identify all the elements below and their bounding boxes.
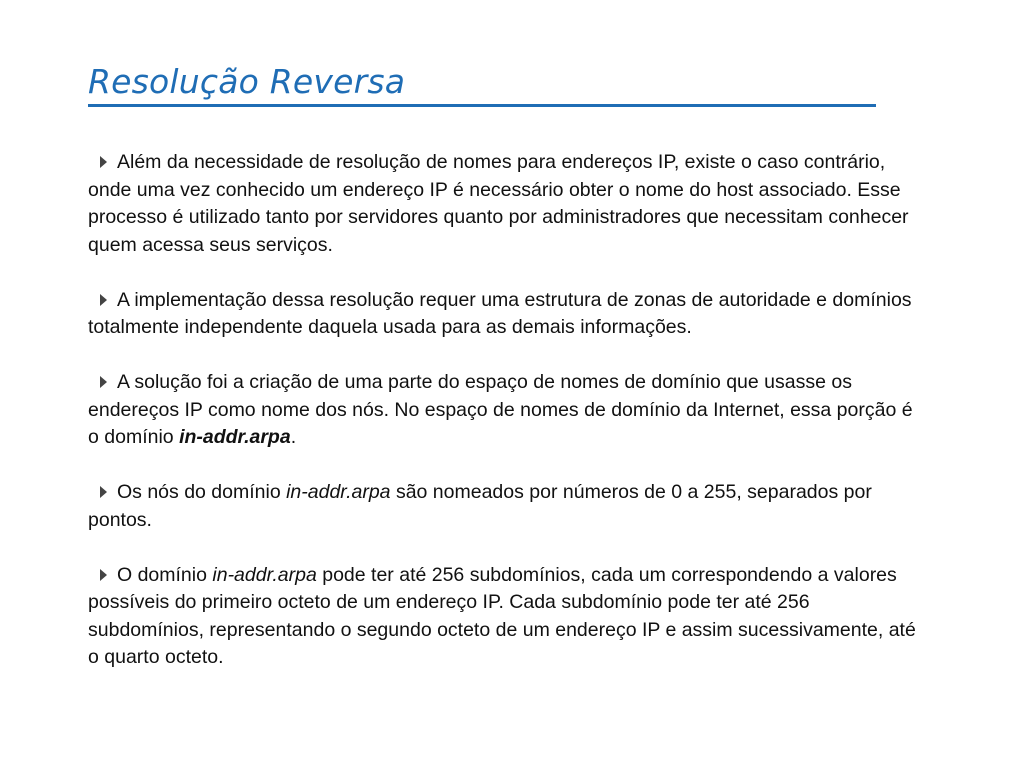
bullet-text: O domínio (117, 563, 213, 586)
bullet-text-end: . (290, 426, 297, 448)
bullet-text: A implementação dessa resolução requer uma estrutura de zonas de autoridade e domínios totalmente independente daquela usada para as demais informações. (88, 288, 912, 338)
bullet-paragraph (88, 149, 918, 259)
slide-title: Resolução Reversa (88, 62, 406, 101)
triangle-right-icon (100, 569, 107, 581)
bullet-text-end: pode ter até 256 subdomínios, cada um correspondendo a valores possíveis do primeiro octeto de um endereço IP. Cada subdomínio pode ter até 256 subdomínios, representando o segundo octeto de um endereço IP e assim sucessivamente, até o quarto octeto. (88, 563, 916, 668)
triangle-right-icon (100, 376, 107, 388)
bullet-paragraph (88, 479, 918, 534)
bullet-paragraph (88, 562, 918, 672)
title-underline (88, 104, 876, 107)
bullet-paragraph (88, 369, 918, 452)
domain-emphasis: in-addr.arpa (286, 481, 391, 503)
bullet-text: A solução foi a criação de uma parte do espaço de nomes de domínio que usasse os endereços IP como nome dos nós. No espaço de nomes de domínio da Internet, essa porção é o domínio (88, 371, 913, 448)
triangle-right-icon (100, 156, 107, 168)
bullet-text: Os nós do domínio (117, 481, 287, 503)
domain-emphasis: in-addr.arpa (179, 426, 291, 448)
domain-emphasis: in-addr.arpa (212, 563, 317, 586)
slide-content (88, 149, 918, 699)
triangle-right-icon (100, 294, 107, 306)
bullet-paragraph (88, 287, 918, 342)
triangle-right-icon (100, 486, 107, 498)
bullet-text: Além da necessidade de resolução de nomes para endereços IP, existe o caso contrário, onde uma vez conhecido um endereço IP é necessário obter o nome do host associado. Esse processo é utilizado tanto por servidores quanto por administradores que necessitam conhecer quem acessa seus serviços. (88, 151, 909, 256)
bullet-text-end: são nomeados por números de 0 a 255, separados por pontos. (88, 481, 872, 531)
